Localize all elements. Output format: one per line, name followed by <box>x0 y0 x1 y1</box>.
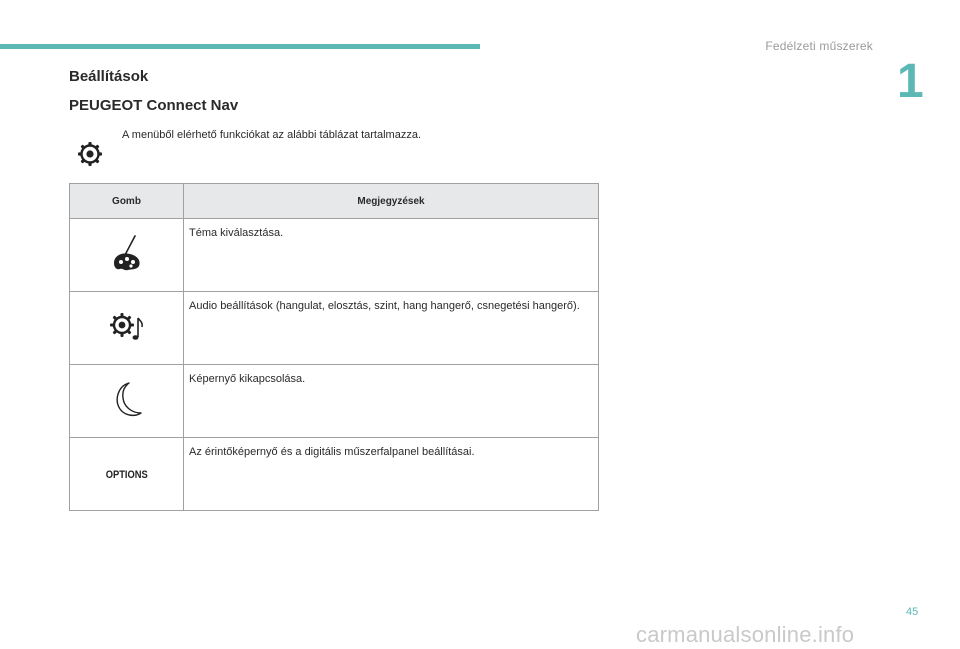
chapter-accent-bar <box>0 44 480 49</box>
watermark: carmanualsonline.info <box>636 622 855 647</box>
button-cell <box>70 365 184 438</box>
note-cell: Audio beállítások (hangulat, elosztás, szint, hang hangerő, csnegetési hangerő). <box>184 292 599 365</box>
table-row <box>70 292 599 365</box>
crescent-moon-icon <box>110 379 144 419</box>
button-cell <box>70 219 184 292</box>
column-header-megjegyzesek: Megjegyzések <box>184 184 599 219</box>
sub-heading: PEUGEOT Connect Nav <box>69 97 239 114</box>
settings-table <box>69 183 599 511</box>
table-row <box>70 219 599 292</box>
chapter-number: 1 <box>897 55 924 108</box>
note-cell: Az érintőképernyő és a digitális műszerfalpanel beállításai. <box>184 438 599 511</box>
intro-text: A menüből elérhető funkciókat az alábbi táblázat tartalmazza. <box>122 129 422 141</box>
button-cell <box>70 292 184 365</box>
table-row <box>70 365 599 438</box>
section-heading: Beállítások <box>69 68 149 85</box>
gear-music-note-icon <box>107 308 147 344</box>
options-button-label: OPTIONS <box>105 469 148 481</box>
note-cell: Téma kiválasztása. <box>184 219 599 292</box>
button-cell <box>70 438 184 511</box>
table-header-row <box>70 184 599 219</box>
page-number: 45 <box>906 606 919 618</box>
table-row <box>70 438 599 511</box>
column-header-gomb: Gomb <box>70 184 184 219</box>
paint-palette-icon <box>111 233 143 273</box>
settings-gear-icon <box>76 140 104 168</box>
chapter-title: Fedélzeti műszerek <box>765 39 873 53</box>
note-cell: Képernyő kikapcsolása. <box>184 365 599 438</box>
